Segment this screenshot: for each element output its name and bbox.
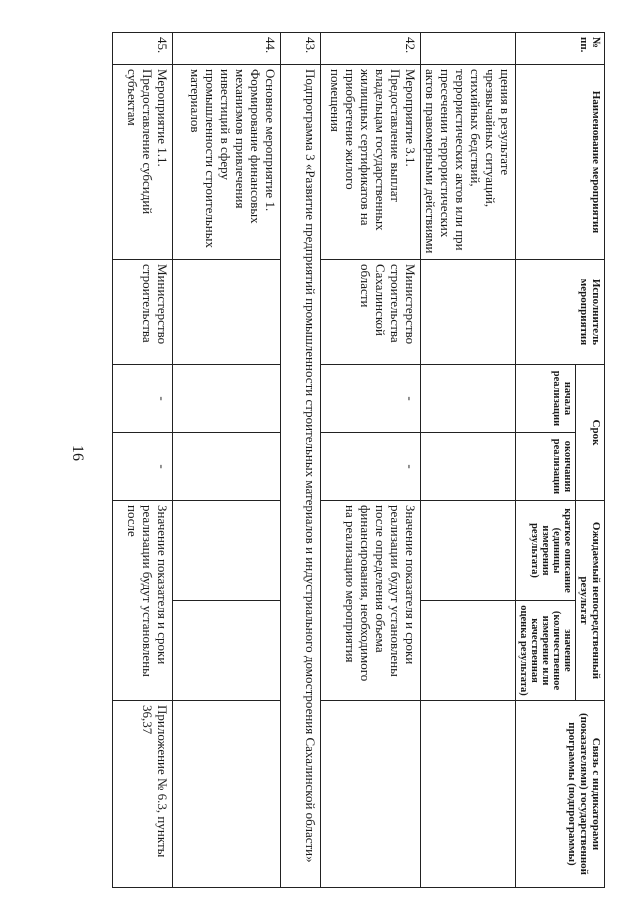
page-number: 16 bbox=[69, 445, 86, 461]
row-end bbox=[173, 433, 281, 501]
row-link bbox=[173, 701, 281, 888]
header-result: Ожидаемый непосредственный результат bbox=[576, 501, 605, 701]
row-executor: Министерство строительства Сахалинской области bbox=[321, 260, 421, 365]
row-desc: Значение показателя и сроки реализации будут установлены после bbox=[113, 501, 173, 701]
header-term-end: окончания реализации bbox=[516, 433, 576, 501]
header-executor: Исполнитель мероприятия bbox=[516, 260, 605, 365]
row-end: - bbox=[321, 433, 421, 501]
header-name: Наименование мероприятия bbox=[516, 65, 605, 260]
row-link bbox=[321, 701, 421, 888]
row-desc: Значение показателя и сроки реализации будут установлены после определения объема финансирования, необходимого на реализацию мероприятия bbox=[321, 501, 421, 701]
rotated-table-sheet bbox=[95, 32, 605, 887]
header-link: Связь с индикаторами (показателями) государственной программы (подпрограммы) bbox=[516, 701, 605, 888]
table-row bbox=[113, 33, 173, 888]
header-num: № пп. bbox=[516, 33, 605, 65]
header-term: Срок bbox=[576, 365, 605, 501]
row-desc bbox=[173, 501, 281, 601]
row-num: 45. bbox=[113, 33, 173, 65]
row-start: - bbox=[113, 365, 173, 433]
row-name: щения в результате чрезвычайных ситуаций, стихийных бедствий, террористических актов или при пресечении террористических актов правомерными действиями bbox=[421, 65, 516, 260]
row-num: 44. bbox=[173, 33, 281, 65]
row-start bbox=[173, 365, 281, 433]
subprogram-title: Подпрограмма 3 «Развитие предприятий промышленности строительных материалов и индустриального домостроения Сахалинской области» bbox=[281, 65, 321, 888]
header-result-desc: краткое описание (единицы измерения результата) bbox=[516, 501, 576, 601]
row-name: Мероприятие 1.1. Предоставление субсидий субъектам bbox=[113, 65, 173, 260]
table-row bbox=[173, 33, 281, 888]
row-link bbox=[421, 701, 516, 888]
row-name: Мероприятие 3.1. Предоставление выплат владельцам государственных жилищных сертификатов на приобретение жилого помещения bbox=[321, 65, 421, 260]
row-executor bbox=[173, 260, 281, 365]
subprogram-row bbox=[281, 33, 321, 888]
row-end: - bbox=[113, 433, 173, 501]
measures-table bbox=[112, 32, 605, 888]
table-row bbox=[321, 33, 421, 888]
row-num: 43. bbox=[281, 33, 321, 65]
row-num: 42. bbox=[321, 33, 421, 65]
row-name: Основное мероприятие 1. Формирование финансовых механизмов привлечения инвестиций в сферу промышленности строительных материалов bbox=[173, 65, 281, 260]
row-executor bbox=[421, 260, 516, 365]
row-desc bbox=[421, 501, 516, 601]
row-end bbox=[421, 433, 516, 501]
row-value bbox=[421, 601, 516, 701]
row-start bbox=[421, 365, 516, 433]
row-executor: Министерство строительства bbox=[113, 260, 173, 365]
table-row bbox=[421, 33, 516, 888]
row-start: - bbox=[321, 365, 421, 433]
row-num bbox=[421, 33, 516, 65]
row-link: Приложение № 6.3, пункты 36,37 bbox=[113, 701, 173, 888]
row-value bbox=[173, 601, 281, 701]
header-result-value: значение (количественное измерение или качественная оценка результата) bbox=[516, 601, 576, 701]
header-term-start: начала реализации bbox=[516, 365, 576, 433]
